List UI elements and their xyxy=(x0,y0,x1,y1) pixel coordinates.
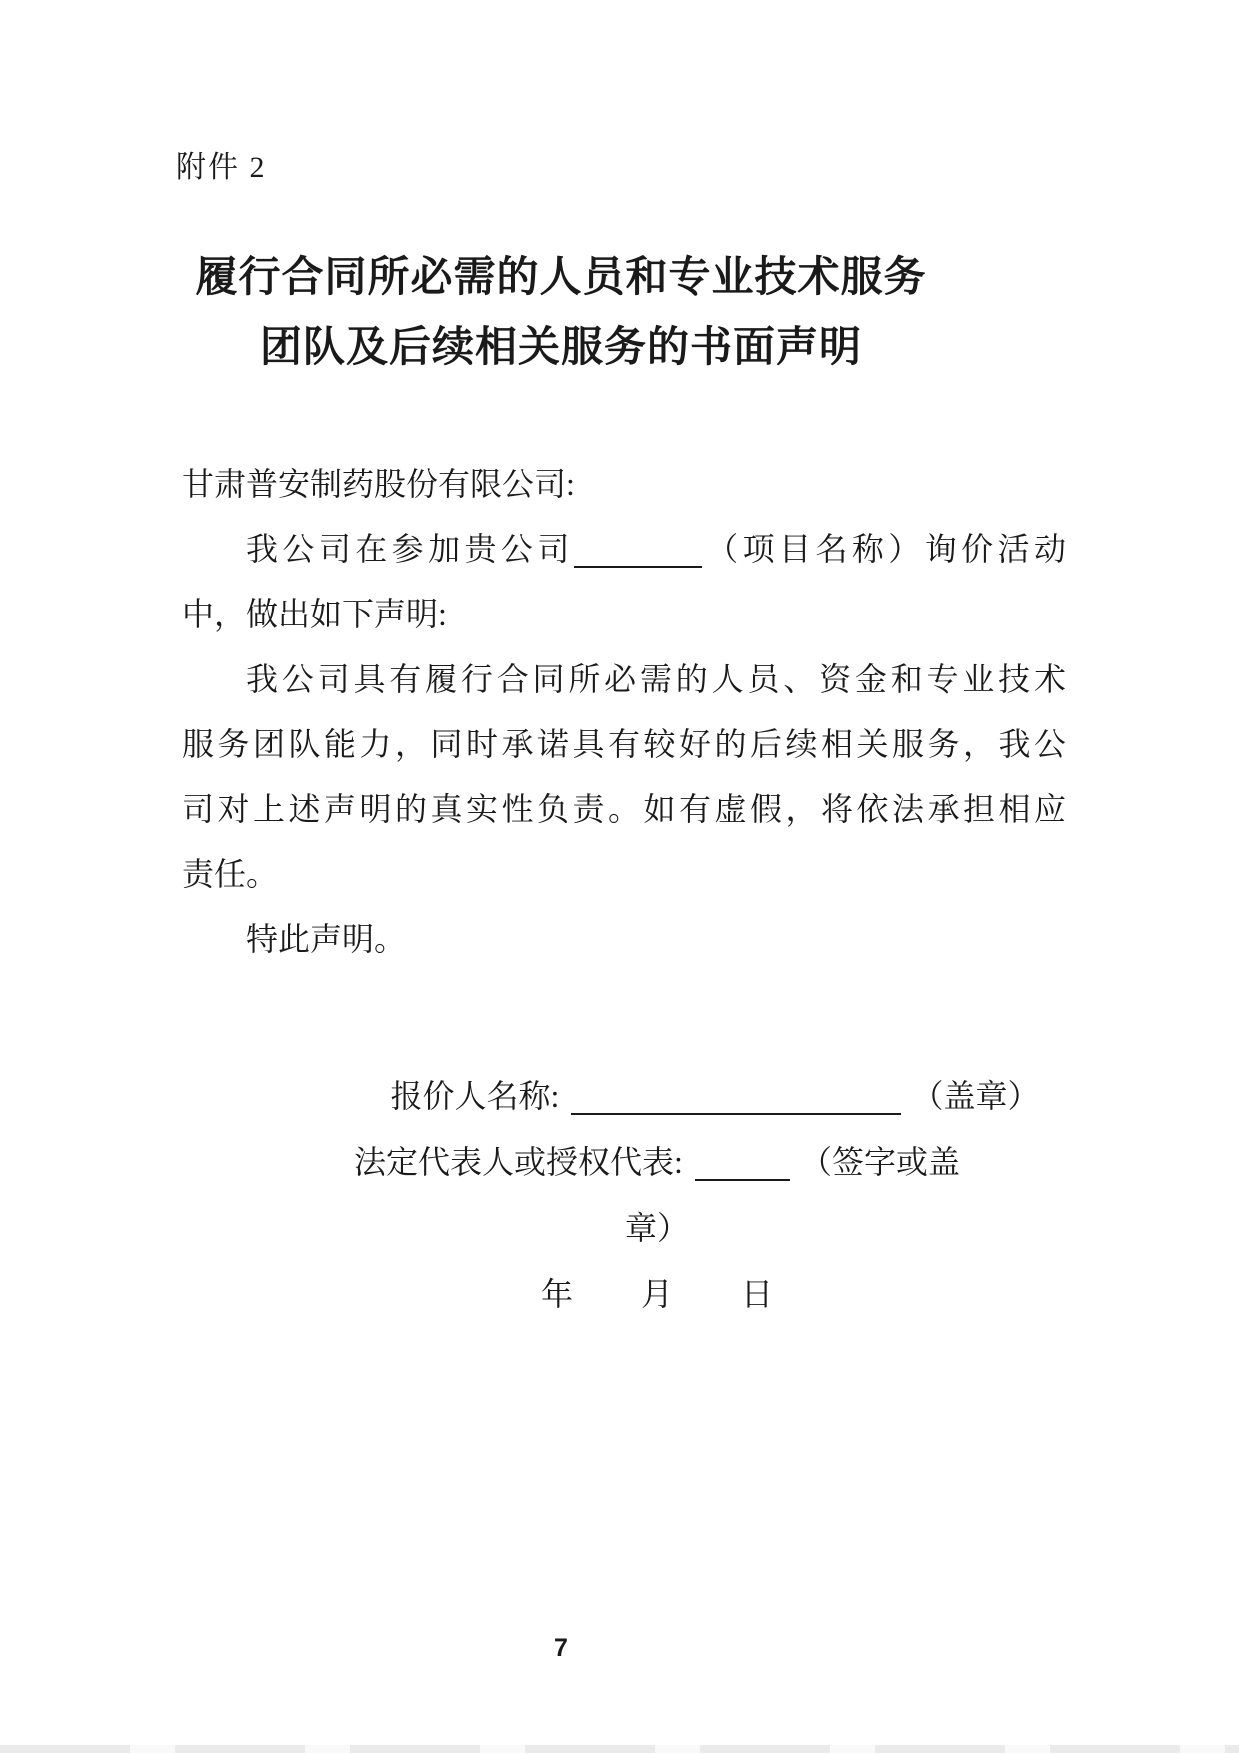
document-body xyxy=(182,452,1066,1327)
representative-line xyxy=(287,1129,1027,1261)
representative-signature-blank xyxy=(695,1149,790,1181)
project-name-blank xyxy=(574,536,702,568)
intro-text-after-blank: （项目名称）询价活动 xyxy=(701,531,1066,567)
closing-statement: 特此声明。 xyxy=(246,921,407,957)
representative-line-inner xyxy=(347,1129,967,1261)
declaration-line-4: 责任。 xyxy=(182,856,279,892)
declaration-line-1: 我公司具有履行合同所必需的人员、资金和专业技术 xyxy=(246,661,1066,697)
declaration-line-2: 服务团队能力，同时承诺具有较好的后续相关服务，我公 xyxy=(182,726,1066,762)
salutation: 甘肃普安制药股份有限公司: xyxy=(182,466,575,502)
bidder-name-label: 报价人名称: xyxy=(390,1078,560,1114)
signature-block xyxy=(287,1063,1040,1327)
document-title xyxy=(0,243,1122,383)
representative-label: 法定代表人或授权代表: xyxy=(354,1144,683,1180)
declaration-line-3: 司对上述声明的真实性负责。如有虚假，将依法承担相应 xyxy=(182,791,1066,827)
representative-seal-note: （签字或盖章） xyxy=(624,1144,960,1246)
date-year-label: 年 xyxy=(540,1276,573,1312)
date-line xyxy=(287,1261,1027,1327)
scan-artifact-bottom-edge xyxy=(0,1745,1239,1753)
bidder-seal-note: （盖章） xyxy=(911,1078,1040,1114)
intro-text-before-blank: 我公司在参加贵公司 xyxy=(246,531,574,567)
date-day-label: 日 xyxy=(741,1276,774,1312)
title-line-2: 团队及后续相关服务的书面声明 xyxy=(259,325,862,371)
title-line-1: 履行合同所必需的人员和专业技术服务 xyxy=(195,255,927,301)
page-number: 7 xyxy=(554,1634,568,1662)
date-month-label: 月 xyxy=(640,1276,673,1312)
bidder-name-blank xyxy=(571,1083,901,1115)
bidder-name-line xyxy=(345,1063,1085,1129)
attachment-label: 附件 2 xyxy=(176,151,267,184)
intro-line-1 xyxy=(182,517,1066,582)
intro-line-2: 中，做出如下声明: xyxy=(182,596,447,632)
